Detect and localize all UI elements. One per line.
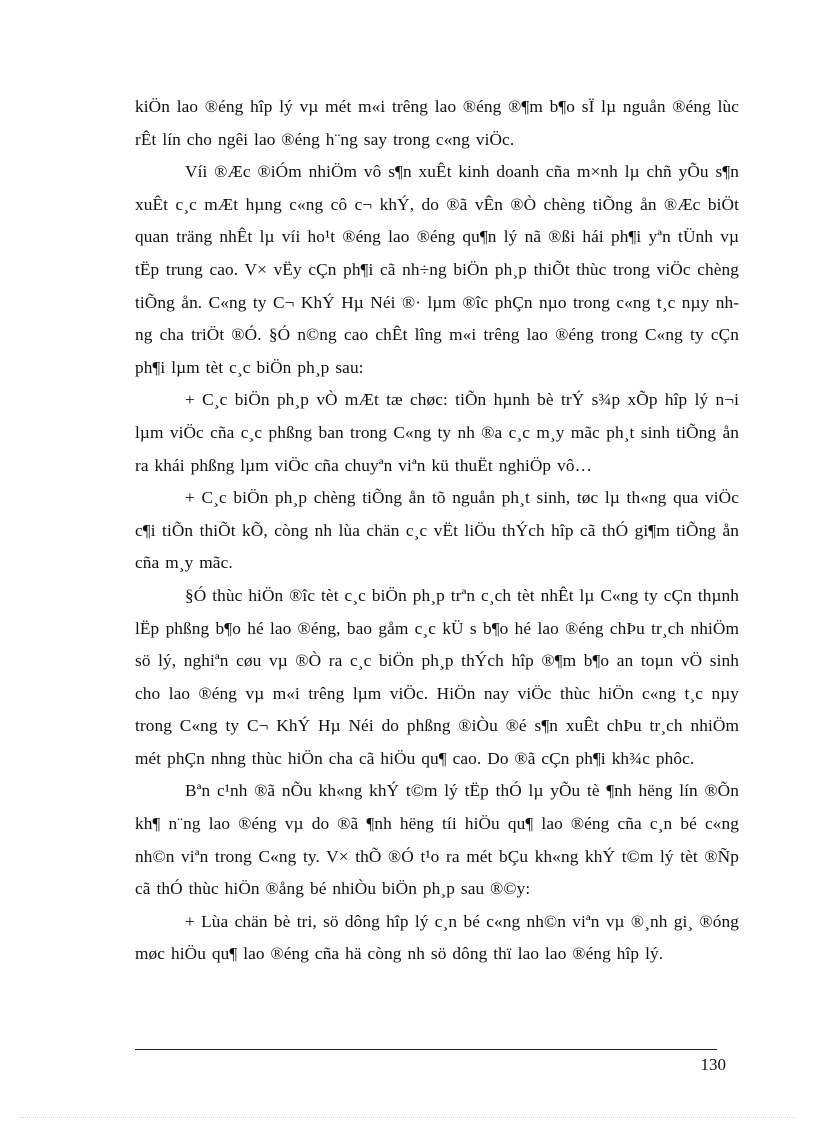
page-bottom-border bbox=[20, 1117, 796, 1118]
paragraph-2: Víi ®Æc ®iÓm nhiÖm vô s¶n xuÊt kinh doanh cña m×nh lµ chñ yÕu s¶n xuÊt c¸c mÆt hµng c«ng cô c¬ khÝ, do ®ã vÊn ®Ò chèng tiÕng ån ®Æc biÖt quan träng nhÊt lµ víi ho¹t ®éng lao ®éng qu¶n lý nã ®ßi hái ph¶i yªn tÜnh vµ tËp trung cao. V× vËy cÇn ph¶i cã nh÷ng biÖn ph¸p thiÕt thùc trong viÖc chèng tiÕng ån. C«ng ty C¬ KhÝ Hµ Néi ®· lµm ®îc phÇn nµo trong c«ng t¸c nµy nhng cha triÖt ®Ó. §Ó n©ng cao chÊt lîng m«i trêng lao ®éng trong C«ng ty cÇn ph¶i lµm tèt c¸c biÖn ph¸p sau: bbox=[135, 162, 739, 377]
footer-rule bbox=[135, 1049, 717, 1050]
body-text bbox=[135, 91, 739, 971]
paragraph-4: + C¸c biÖn ph¸p chèng tiÕng ån tõ nguån ph¸t sinh, tøc lµ th«ng qua viÖc c¶i tiÕn thiÕt kÕ, còng nh lùa chän c¸c vËt liÖu thÝch hîp cã thÓ gi¶m tiÕng ån cña m¸y mãc. bbox=[135, 488, 739, 573]
paragraph-5: §Ó thùc hiÖn ®îc tèt c¸c biÖn ph¸p trªn c¸ch tèt nhÊt lµ C«ng ty cÇn thµnh lËp phßng b¶o hé lao ®éng, bao gåm c¸c kÜ s b¶o hé lao ®éng chÞu tr¸ch nhiÖm sö lý, nghiªn cøu vµ ®Ò ra c¸c biÖn ph¸p thÝch hîp ®¶m b¶o an toµn vÖ sinh cho lao ®éng vµ m«i trêng lµm viÖc. HiÖn nay viÖc thùc hiÖn c«ng t¸c nµy trong C«ng ty C¬ KhÝ Hµ Néi do phßng ®iÒu ®é s¶n xuÊt chÞu tr¸ch nhiÖm mét phÇn nhng thùc hiÖn cha cã hiÖu qu¶ cao. Do ®ã cÇn ph¶i kh¾c phôc. bbox=[135, 585, 739, 768]
paragraph-6: Bªn c¹nh ®ã nÕu kh«ng khÝ t©m lý tËp thÓ lµ yÕu tè ¶nh hëng lín ®Õn kh¶ n¨ng lao ®éng vµ do ®ã ¶nh hëng tíi hiÖu qu¶ lao ®éng cña c¸n bé c«ng nh©n viªn trong C«ng ty. V× thÕ ®Ó t¹o ra mét bÇu kh«ng khÝ t©m lý tèt ®Ñp cã thÓ thùc hiÖn ®ång bé nhiÒu biÖn ph¸p sau ®©y: bbox=[135, 781, 739, 899]
paragraph-7: + Lùa chän bè tri, sö dông hîp lý c¸n bé c«ng nh©n viªn vµ ®¸nh gi¸ ®óng møc hiÖu qu¶ lao ®éng cña hä còng nh sö dông thï lao lao ®éng hîp lý. bbox=[135, 911, 739, 964]
page-number: 130 bbox=[700, 1055, 726, 1074]
paragraph-1: kiÖn lao ®éng hîp lý vµ mét m«i trêng lao ®éng ®¶m b¶o sÏ lµ nguån ®éng lùc rÊt lín cho ngêi lao ®éng h¨ng say trong c«ng viÖc. bbox=[135, 97, 739, 149]
paragraph-3: + C¸c biÖn ph¸p vÒ mÆt tæ chøc: tiÕn hµnh bè trÝ s¾p xÕp hîp lý n¬i lµm viÖc cña c¸c phßng ban trong C«ng ty nh ®a c¸c m¸y mãc ph¸t sinh tiÕng ån ra khái phßng lµm viÖc cña chuyªn viªn kü thuËt nghiÖp vô… bbox=[135, 390, 739, 475]
